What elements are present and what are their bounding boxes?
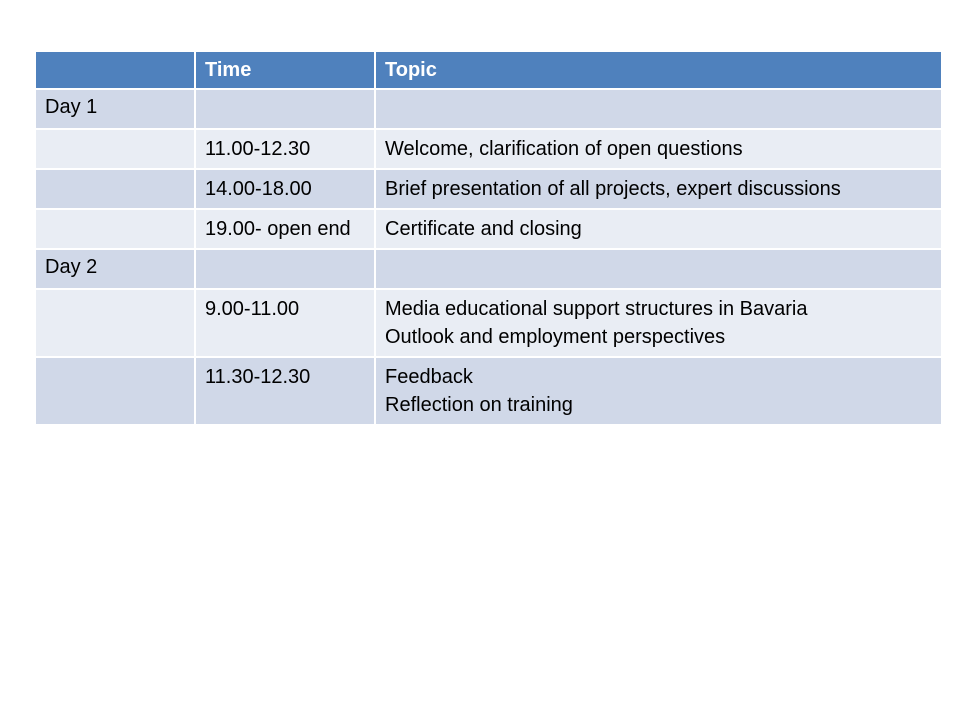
day-cell — [35, 129, 195, 169]
topic-line: Reflection on training — [385, 394, 573, 416]
time-cell: 14.00-18.00 — [195, 169, 375, 209]
topic-line: Welcome, clarification of open questions — [385, 138, 743, 160]
schedule-table — [34, 50, 943, 426]
table-row — [35, 209, 942, 249]
time-cell: 9.00-11.00 — [195, 289, 375, 357]
topic-cell — [375, 249, 942, 289]
table-row — [35, 249, 942, 289]
topic-line: Certificate and closing — [385, 218, 582, 240]
table-row — [35, 357, 942, 425]
time-cell: 19.00- open end — [195, 209, 375, 249]
table-row — [35, 289, 942, 357]
day-cell: Day 2 — [35, 249, 195, 289]
table-row — [35, 169, 942, 209]
topic-line: Brief presentation of all projects, expert discussions — [385, 178, 841, 200]
time-cell: 11.00-12.30 — [195, 129, 375, 169]
header-topic: Topic — [375, 51, 942, 89]
day-cell: Day 1 — [35, 89, 195, 129]
table-row — [35, 129, 942, 169]
day-cell — [35, 209, 195, 249]
day-cell — [35, 357, 195, 425]
topic-cell — [375, 209, 942, 249]
time-cell: 11.30-12.30 — [195, 357, 375, 425]
header-time: Time — [195, 51, 375, 89]
day-cell — [35, 169, 195, 209]
topic-cell — [375, 129, 942, 169]
topic-cell — [375, 89, 942, 129]
topic-cell — [375, 289, 942, 357]
topic-line: Media educational support structures in Bavaria — [385, 298, 808, 320]
table-header-row — [35, 51, 942, 89]
header-day — [35, 51, 195, 89]
topic-cell — [375, 357, 942, 425]
topic-line: Outlook and employment perspectives — [385, 326, 726, 348]
day-cell — [35, 289, 195, 357]
topic-line: Feedback — [385, 366, 473, 388]
table-row — [35, 89, 942, 129]
time-cell — [195, 89, 375, 129]
time-cell — [195, 249, 375, 289]
topic-cell — [375, 169, 942, 209]
